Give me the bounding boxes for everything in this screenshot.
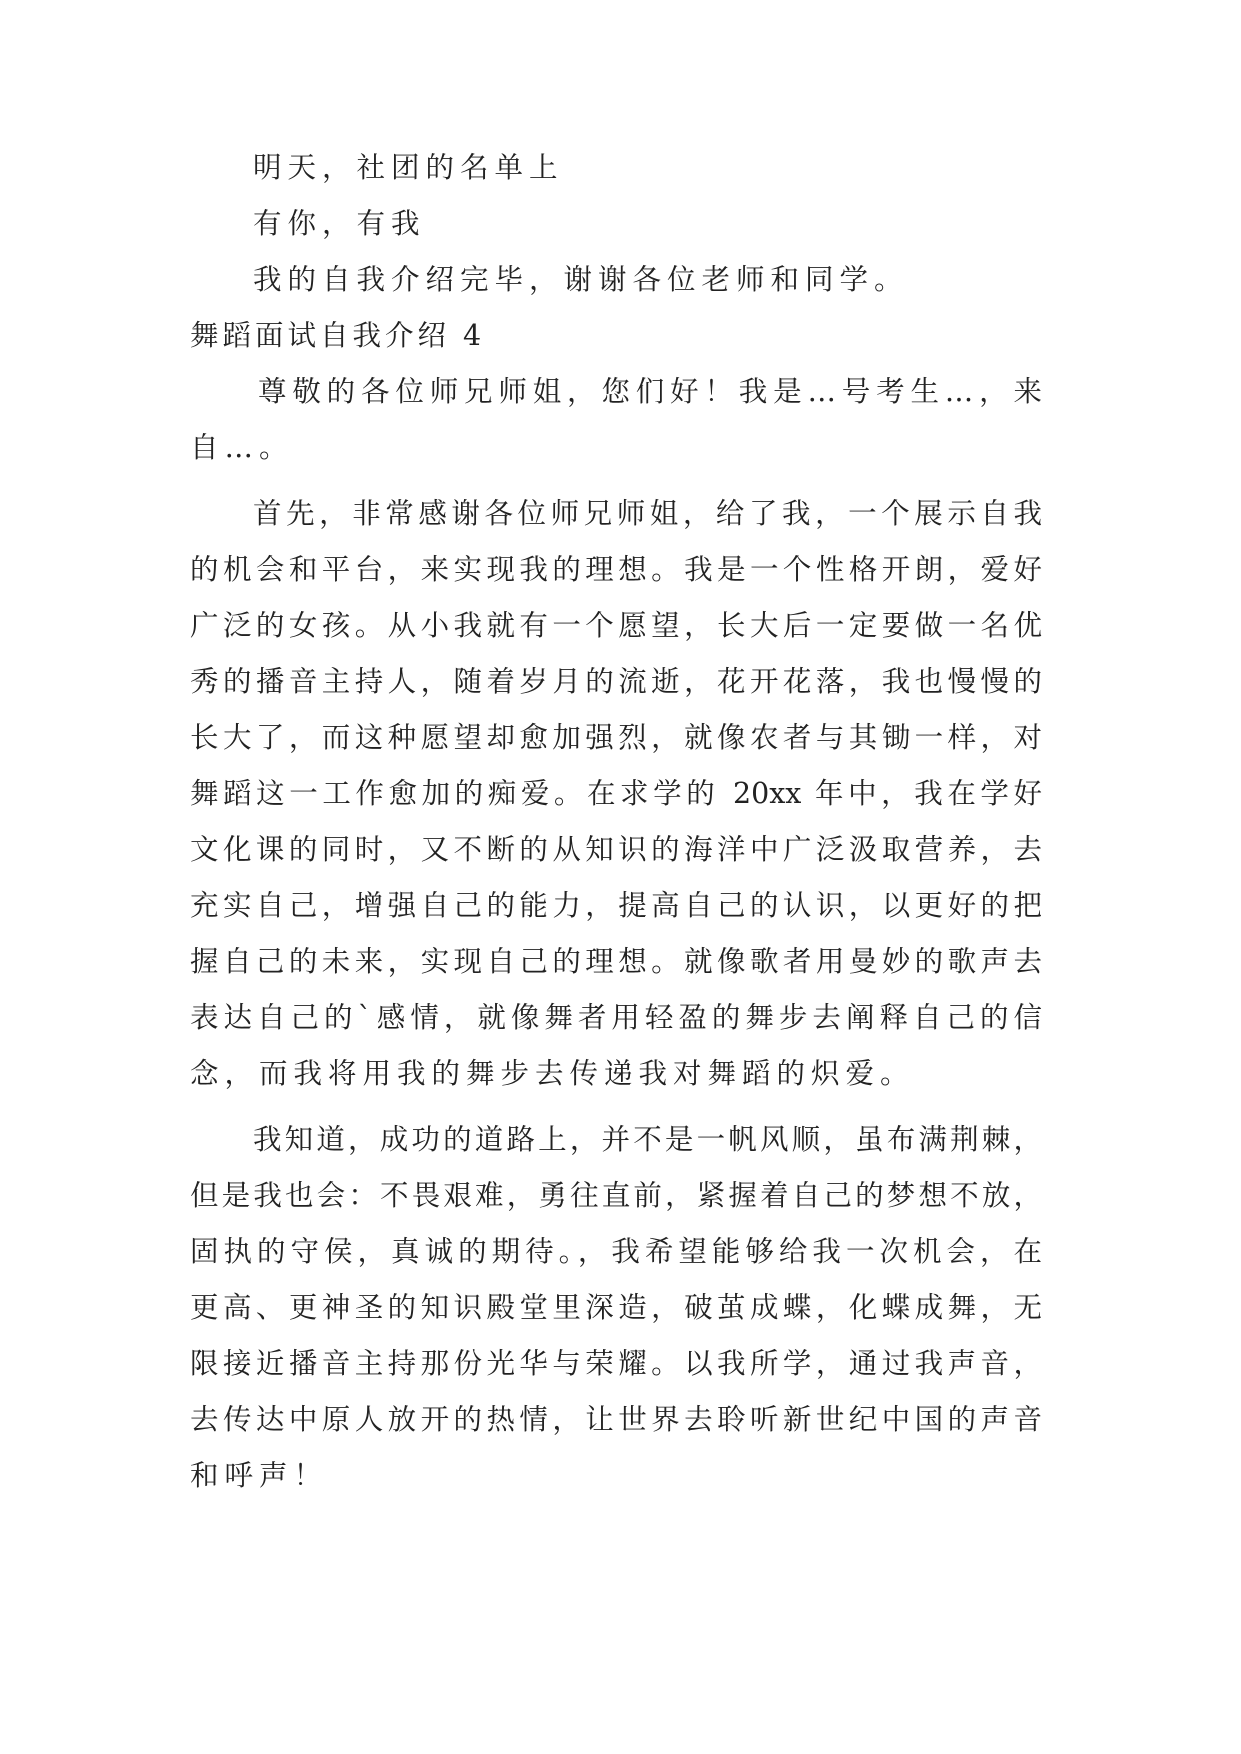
paragraph-line: 舞蹈这一工作愈加的痴爱。在求学的 20xx 年中，我在学好 bbox=[190, 777, 1042, 810]
paragraph-line: 握自己的未来，实现自己的理想。就像歌者用曼妙的歌声去 bbox=[190, 945, 1042, 978]
paragraph-line: 文化课的同时，又不断的从知识的海洋中广泛汲取营养，去 bbox=[190, 833, 1042, 866]
paragraph-line: 和呼声！ bbox=[190, 1459, 329, 1492]
paragraph-line: 的机会和平台，来实现我的理想。我是一个性格开朗，爱好 bbox=[190, 553, 1042, 586]
paragraph-line: 我知道，成功的道路上，并不是一帆风顺，虽布满荆棘， bbox=[253, 1123, 1042, 1156]
paragraph-line: 固执的守侯，真诚的期待。，我希望能够给我一次机会，在 bbox=[190, 1235, 1042, 1268]
paragraph-line: 尊敬的各位师兄师姐，您们好！我是…号考生…，来 bbox=[258, 375, 1042, 408]
paragraph-line: 限接近播音主持那份光华与荣耀。以我所学，通过我声音， bbox=[190, 1347, 1042, 1380]
paragraph-line: 充实自己，增强自己的能力，提高自己的认识，以更好的把 bbox=[190, 889, 1042, 922]
section-heading: 舞蹈面试自我介绍 4 bbox=[190, 319, 486, 352]
paragraph-line: 念，而我将用我的舞步去传递我对舞蹈的炽爱。 bbox=[190, 1057, 915, 1090]
intro-line: 我的自我介绍完毕，谢谢各位老师和同学。 bbox=[253, 263, 909, 296]
intro-line: 有你，有我 bbox=[253, 207, 426, 240]
paragraph-line: 更高、更神圣的知识殿堂里深造，破茧成蝶，化蝶成舞，无 bbox=[190, 1291, 1042, 1324]
paragraph-line: 秀的播音主持人，随着岁月的流逝，花开花落，我也慢慢的 bbox=[190, 665, 1042, 698]
paragraph-line: 广泛的女孩。从小我就有一个愿望，长大后一定要做一名优 bbox=[190, 609, 1042, 642]
paragraph-line: 去传达中原人放开的热情，让世界去聆听新世纪中国的声音 bbox=[190, 1403, 1042, 1436]
paragraph-line: 首先，非常感谢各位师兄师姐，给了我，一个展示自我 bbox=[253, 497, 1042, 530]
paragraph-line: 但是我也会：不畏艰难，勇往直前，紧握着自己的梦想不放， bbox=[190, 1179, 1042, 1212]
intro-line: 明天，社团的名单上 bbox=[253, 151, 564, 184]
paragraph-line: 长大了，而这种愿望却愈加强烈，就像农者与其锄一样，对 bbox=[190, 721, 1042, 754]
paragraph-line: 自…。 bbox=[190, 431, 294, 464]
paragraph-line: 表达自己的`感情，就像舞者用轻盈的舞步去阐释自己的信 bbox=[190, 1001, 1042, 1034]
